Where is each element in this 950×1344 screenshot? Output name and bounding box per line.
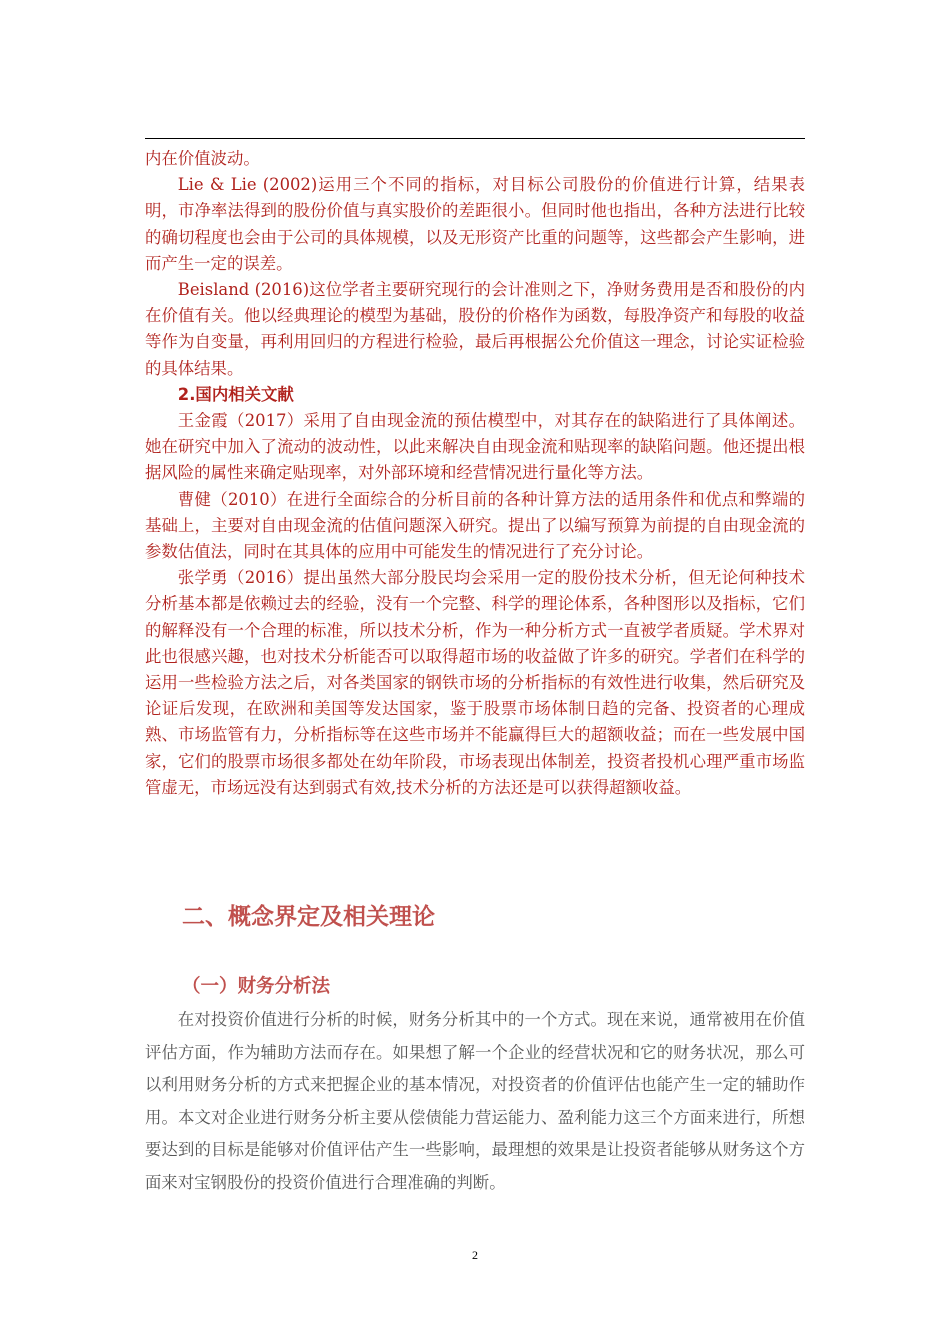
- paragraph-zhang-xueyong: 张学勇（2016）提出虽然大部分股民均会采用一定的股份技术分析，但无论何种技术分析基本都是依赖过去的经验，没有一个完整、科学的理论体系，各种图形以及指标，它们的解释没有一个合理的标准，所以技术分析，作为一种分析方式一直被学者质疑。学术界对此也很感兴趣，也对技术分析能否可以取得超市场的收益做了许多的研究。学者们在科学的运用一些检验方法之后，对各类国家的钢铁市场的分析指标的有效性进行收集，然后研究及论证后发现，在欧洲和美国等发达国家，鉴于股票市场体制日趋的完备、投资者的心理成熟、市场监管有力，分析指标等在这些市场并不能赢得巨大的超额收益；而在一些发展中国家，它们的股票市场很多都处在幼年阶段，市场表现出体制差，投资者投机心理严重市场监管虚无，市场远没有达到弱式有效,技术分析的方法还是可以获得超额收益。: [145, 568, 805, 797]
- paragraph-wang-jinxia: 王金霞（2017）采用了自由现金流的预估模型中，对其存在的缺陷进行了具体阐述。她在研究中加入了流动的波动性，以此来解决自由现金流和贴现率的缺陷问题。他还提出根据风险的属性来确定贴现率，对外部环境和经营情况进行量化等方法。: [145, 411, 805, 483]
- paragraph-beisland: Beisland (2016)这位学者主要研究现行的会计准则之下，净财务费用是否和股份的内在价值有关。他以经典理论的模型为基础，股份的价格作为函数，每股净资产和每股的收益等作为自变量，再利用回归的方程进行检验，最后再根据公允价值这一理念，讨论实证检验的具体结果。: [145, 280, 805, 378]
- paragraph-cao-jian: 曹健（2010）在进行全面综合的分析目前的各种计算方法的适用条件和优点和弊端的基础上，主要对自由现金流的估值问题深入研究。提出了以编写预算为前提的自由现金流的参数估值法，同时在其具体的应用中可能发生的情况进行了充分讨论。: [145, 489, 805, 562]
- paragraph-financial-analysis: 在对投资价值进行分析的时候，财务分析其中的一个方式。现在来说，通常被用在价值评估方面，作为辅助方法而存在。如果想了解一个企业的经营状况和它的财务状况，那么可以利用财务分析的方式来把握企业的基本情况，对投资者的价值评估也能产生一定的辅助作用。本文对企业进行财务分析主要从偿债能力营运能力、盈利能力这三个方面来进行，所想要达到的目标是能够对价值评估产生一些影响，最理想的效果是让投资者能够从财务这个方面来对宝钢股份的投资价值进行合理准确的判断。: [145, 1010, 805, 1192]
- paragraph-lie-lie: Lie & Lie (2002)运用三个不同的指标，对目标公司股份的价值进行计算，结果表明，市净率法得到的股份价值与真实股价的差距很小。但同时他也指出，各种方法进行比较的确切程度也会由于公司的具体规模，以及无形资产比重的问题等，这些都会产生影响，进而产生一定的误差。: [145, 175, 805, 273]
- subsection-heading: （一）财务分析法: [182, 976, 331, 997]
- paragraph-continuation: 内在价值波动。: [145, 149, 260, 168]
- page-number: 2: [472, 1248, 478, 1262]
- literature-review-section: [145, 146, 805, 801]
- section-heading: 二、概念界定及相关理论: [182, 904, 435, 930]
- subheading-domestic-literature: 2.国内相关文献: [177, 384, 294, 404]
- header-rule: [145, 138, 805, 139]
